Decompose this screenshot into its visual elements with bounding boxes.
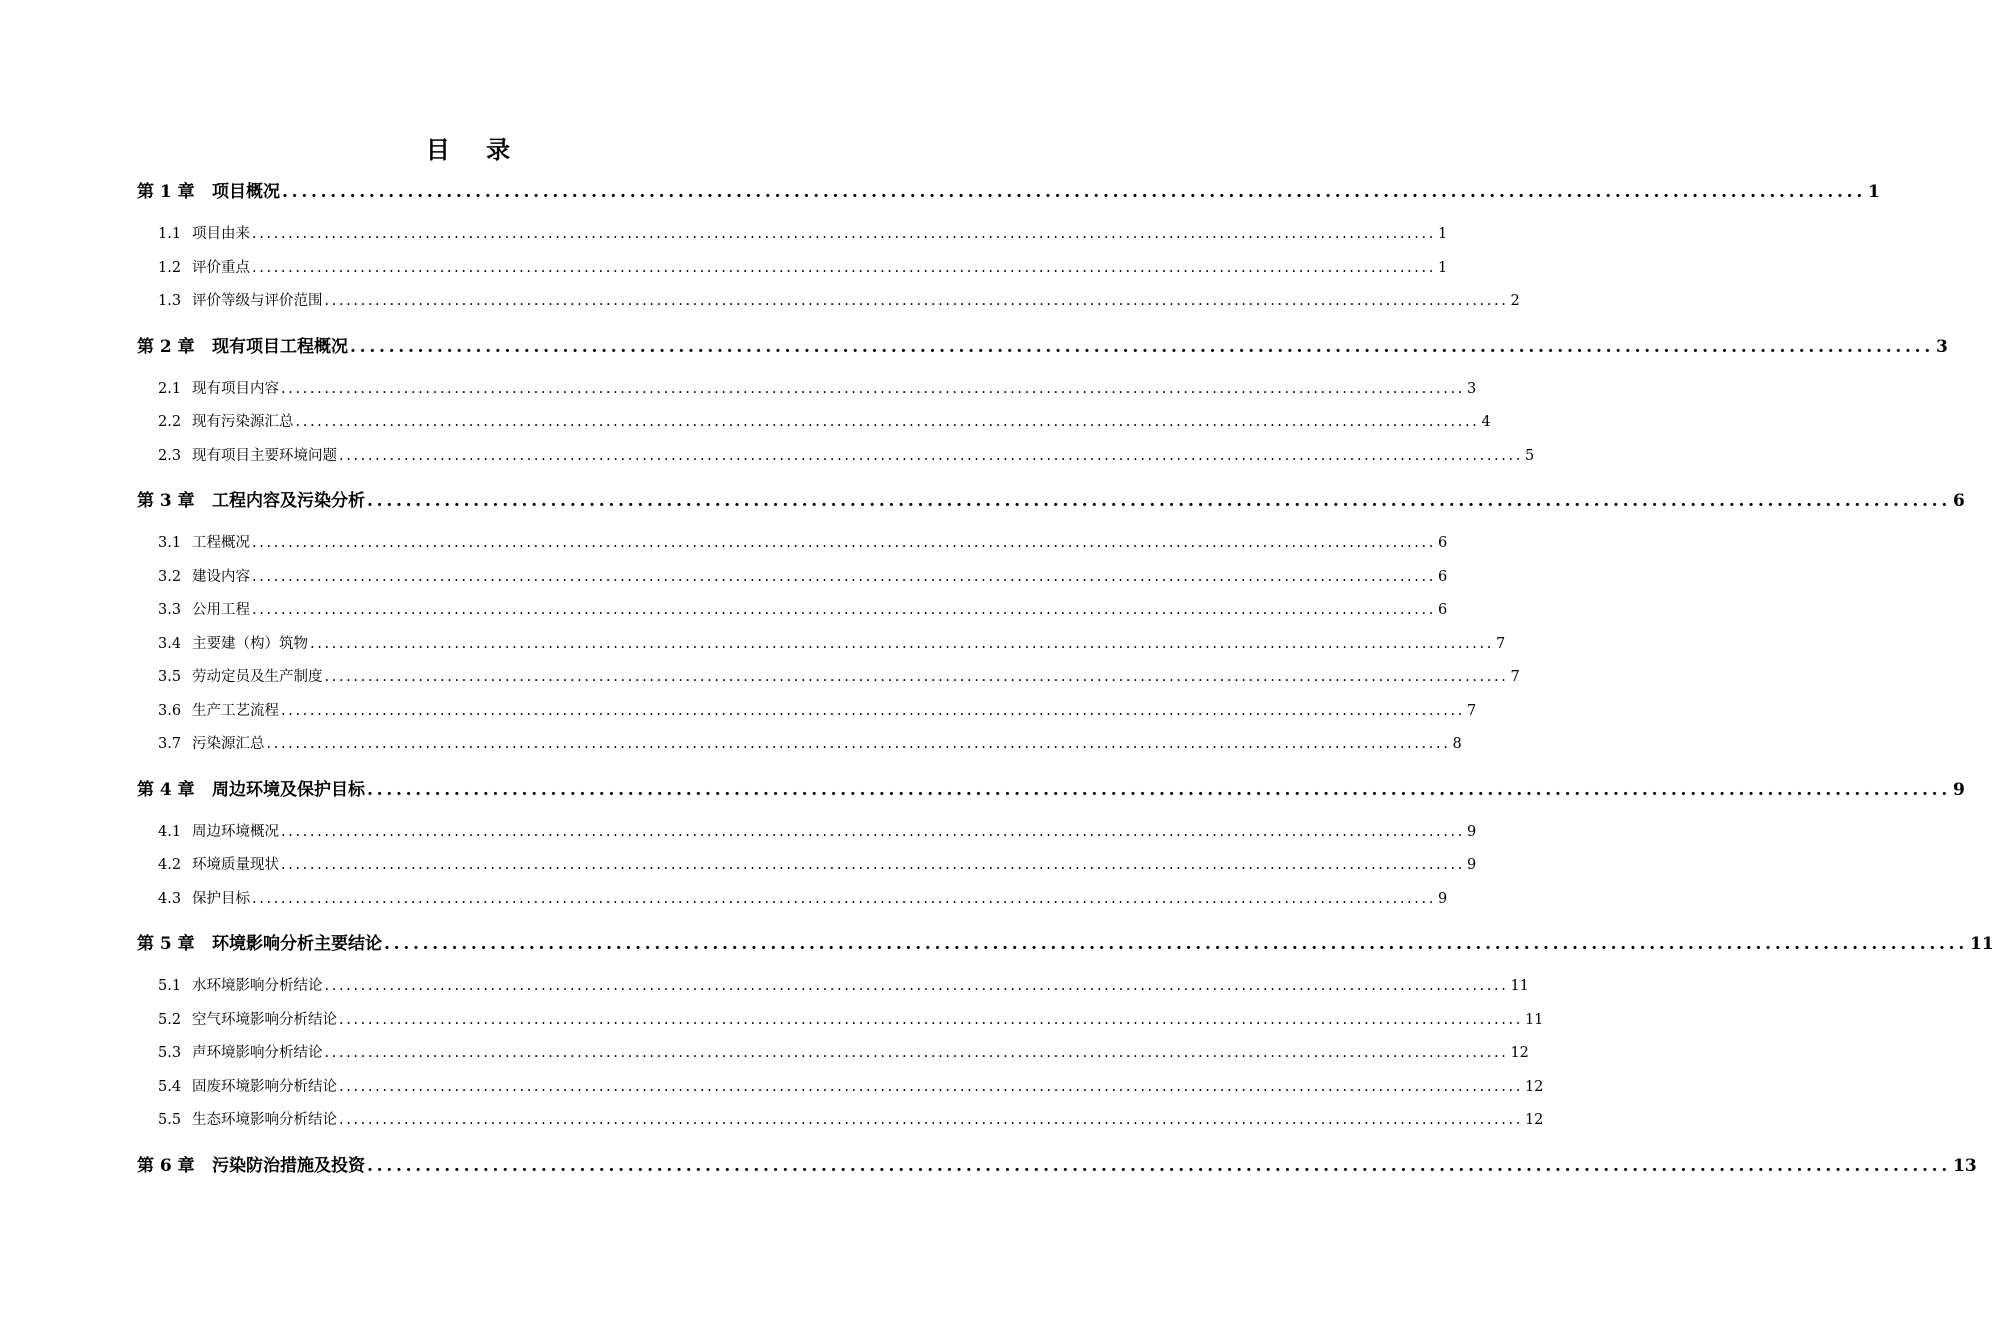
toc-page-number: 4 [1481, 413, 1491, 430]
toc-page-number: 9 [1953, 780, 1965, 800]
toc-entry-number: 3.5 [158, 668, 182, 685]
toc-section-entry[interactable] [158, 887, 1448, 908]
toc-section-entry[interactable] [158, 665, 1520, 686]
toc-dot-leader: .................................................................................................................................................................... [384, 934, 1968, 954]
toc-page-number: 7 [1510, 668, 1520, 685]
toc-section-entry[interactable] [158, 1108, 1544, 1129]
toc-entry-title: 污染防治措施及投资 [212, 1156, 365, 1176]
toc-entry-number: 2.3 [158, 447, 182, 464]
toc-entry-number: 5.4 [158, 1078, 182, 1095]
toc-entry-number: 第 2 章 [137, 337, 195, 357]
toc-section-entry[interactable] [158, 974, 1529, 995]
toc-entry-title: 生态环境影响分析结论 [192, 1111, 337, 1128]
toc-section-entry[interactable] [158, 632, 1506, 653]
toc-dot-leader: .................................................................................................................................................................... [252, 534, 1436, 551]
toc-page-number: 3 [1466, 380, 1477, 397]
toc-section-entry[interactable] [158, 222, 1448, 243]
toc-entry-title: 空气环境影响分析结论 [192, 1011, 337, 1028]
toc-dot-leader: .................................................................................................................................................................... [281, 856, 1465, 873]
toc-section-entry[interactable] [158, 377, 1477, 398]
toc-dot-leader: .................................................................................................................................................................... [367, 491, 1951, 511]
toc-page-number: 1 [1437, 225, 1448, 242]
toc-section-entry[interactable] [158, 853, 1477, 874]
toc-entry-title: 保护目标 [192, 890, 250, 907]
toc-dot-leader: .................................................................................................................................................................... [252, 568, 1436, 585]
toc-dot-leader: .................................................................................................................................................................... [367, 780, 1951, 800]
toc-entry-title: 工程概况 [192, 534, 250, 551]
toc-entry-title: 现有项目工程概况 [212, 337, 348, 357]
toc-dot-leader: .................................................................................................................................................................... [324, 668, 1509, 685]
toc-entry-title: 主要建（构）筑物 [192, 635, 308, 652]
toc-entry-title: 现有污染源汇总 [192, 413, 294, 430]
toc-section-entry[interactable] [158, 1041, 1529, 1062]
toc-dot-leader: .................................................................................................................................................................... [295, 413, 1480, 430]
toc-entry-number: 2.2 [158, 413, 182, 430]
toc-entry-number: 第 4 章 [137, 780, 195, 800]
toc-title: 目 录 [425, 135, 525, 164]
toc-dot-leader: .................................................................................................................................................................... [324, 1044, 1509, 1061]
toc-chapter-entry[interactable] [137, 929, 1994, 954]
toc-entry-title: 环境影响分析主要结论 [212, 934, 382, 954]
toc-entry-number: 第 5 章 [137, 934, 195, 954]
toc-page-number: 1 [1437, 259, 1448, 276]
toc-page-number: 3 [1936, 337, 1948, 357]
toc-entry-title: 项目由来 [192, 225, 250, 242]
toc-page-number: 13 [1953, 1156, 1977, 1176]
toc-entry-title: 水环境影响分析结论 [192, 977, 323, 994]
toc-entry-number: 4.2 [158, 856, 182, 873]
toc-section-entry[interactable] [158, 289, 1520, 310]
toc-entry-title: 周边环境概况 [192, 823, 279, 840]
toc-entry-title: 评价等级与评价范围 [192, 292, 323, 309]
toc-entry-number: 4.3 [158, 890, 182, 907]
toc-entry-title: 污染源汇总 [192, 735, 265, 752]
toc-dot-leader: .................................................................................................................................................................... [339, 1078, 1523, 1095]
toc-dot-leader: .................................................................................................................................................................... [281, 380, 1465, 397]
toc-entry-number: 3.3 [158, 601, 182, 618]
toc-entry-number: 4.1 [158, 823, 182, 840]
toc-dot-leader: .................................................................................................................................................................... [339, 1011, 1523, 1028]
toc-entry-number: 3.1 [158, 534, 182, 551]
toc-entry-number: 5.1 [158, 977, 182, 994]
toc-dot-leader: .................................................................................................................................................................... [252, 225, 1436, 242]
toc-entry-title: 环境质量现状 [192, 856, 279, 873]
toc-entry-number: 1.2 [158, 259, 182, 276]
toc-section-entry[interactable] [158, 820, 1477, 841]
toc-dot-leader: .................................................................................................................................................................... [350, 337, 1934, 357]
toc-page-number: 6 [1437, 601, 1448, 618]
toc-page-number: 6 [1437, 534, 1448, 551]
toc-entry-title: 公用工程 [192, 601, 250, 618]
toc-page-number: 7 [1495, 635, 1506, 652]
toc-entry-title: 建设内容 [192, 568, 250, 585]
toc-page-number: 9 [1466, 856, 1477, 873]
toc-page-number: 8 [1452, 735, 1462, 752]
toc-entry-title: 评价重点 [192, 259, 250, 276]
toc-page-number: 11 [1524, 1011, 1544, 1028]
toc-page-number: 11 [1510, 977, 1529, 994]
toc-chapter-entry[interactable] [137, 775, 1965, 800]
toc-dot-leader: .................................................................................................................................................................... [281, 702, 1465, 719]
toc-chapter-entry[interactable] [137, 177, 1880, 202]
toc-entry-title: 周边环境及保护目标 [212, 780, 365, 800]
toc-dot-leader: .................................................................................................................................................................... [324, 292, 1509, 309]
toc-entry-title: 项目概况 [212, 182, 280, 202]
toc-section-entry[interactable] [158, 1075, 1544, 1096]
toc-section-entry[interactable] [158, 444, 1535, 465]
toc-entry-number: 3.2 [158, 568, 182, 585]
toc-entry-number: 2.1 [158, 380, 182, 397]
toc-entry-title: 声环境影响分析结论 [192, 1044, 323, 1061]
toc-entry-title: 工程内容及污染分析 [212, 491, 365, 511]
toc-section-entry[interactable] [158, 565, 1448, 586]
toc-entry-number: 5.3 [158, 1044, 182, 1061]
toc-dot-leader: .................................................................................................................................................................... [339, 1111, 1523, 1128]
toc-page-number: 9 [1466, 823, 1477, 840]
toc-section-entry[interactable] [158, 256, 1448, 277]
toc-page-number: 7 [1466, 702, 1477, 719]
toc-dot-leader: .................................................................................................................................................................... [310, 635, 1494, 652]
toc-section-entry[interactable] [158, 531, 1448, 552]
toc-dot-leader: .................................................................................................................................................................... [282, 182, 1866, 202]
toc-entry-title: 劳动定员及生产制度 [192, 668, 323, 685]
toc-entry-number: 3.7 [158, 735, 182, 752]
toc-entry-number: 第 6 章 [137, 1156, 195, 1176]
toc-page-number: 2 [1510, 292, 1520, 309]
toc-chapter-entry[interactable] [137, 332, 1948, 357]
toc-page-number: 12 [1524, 1078, 1544, 1095]
toc-chapter-entry[interactable] [137, 1151, 1977, 1176]
toc-dot-leader: .................................................................................................................................................................... [339, 447, 1523, 464]
toc-entry-number: 3.4 [158, 635, 182, 652]
toc-entry-title: 现有项目内容 [192, 380, 279, 397]
toc-entry-title: 现有项目主要环境问题 [192, 447, 337, 464]
toc-dot-leader: .................................................................................................................................................................... [367, 1156, 1951, 1176]
toc-entry-number: 第 1 章 [137, 182, 195, 202]
toc-page-number: 1 [1868, 182, 1880, 202]
toc-dot-leader: .................................................................................................................................................................... [324, 977, 1509, 994]
toc-page-number: 6 [1953, 491, 1965, 511]
toc-page-number: 5 [1524, 447, 1535, 464]
toc-section-entry[interactable] [158, 699, 1477, 720]
toc-page-number: 11 [1970, 934, 1994, 954]
toc-dot-leader: .................................................................................................................................................................... [252, 259, 1436, 276]
toc-entry-title: 生产工艺流程 [192, 702, 279, 719]
toc-entry-number: 第 3 章 [137, 491, 195, 511]
toc-dot-leader: .................................................................................................................................................................... [252, 601, 1436, 618]
toc-chapter-entry[interactable] [137, 486, 1965, 511]
toc-section-entry[interactable] [158, 1008, 1544, 1029]
toc-dot-leader: .................................................................................................................................................................... [281, 823, 1465, 840]
toc-page-number: 6 [1437, 568, 1448, 585]
toc-dot-leader: .................................................................................................................................................................... [252, 890, 1436, 907]
toc-entry-number: 1.1 [158, 225, 182, 242]
toc-entry-number: 3.6 [158, 702, 182, 719]
toc-entry-number: 5.5 [158, 1111, 182, 1128]
toc-section-entry[interactable] [158, 732, 1462, 753]
toc-dot-leader: .................................................................................................................................................................... [266, 735, 1451, 752]
toc-section-entry[interactable] [158, 410, 1491, 431]
toc-entry-title: 固废环境影响分析结论 [192, 1078, 337, 1095]
toc-entry-number: 1.3 [158, 292, 182, 309]
toc-page-number: 12 [1524, 1111, 1544, 1128]
toc-page-number: 12 [1510, 1044, 1529, 1061]
toc-section-entry[interactable] [158, 598, 1448, 619]
toc-entry-number: 5.2 [158, 1011, 182, 1028]
toc-page-number: 9 [1437, 890, 1448, 907]
